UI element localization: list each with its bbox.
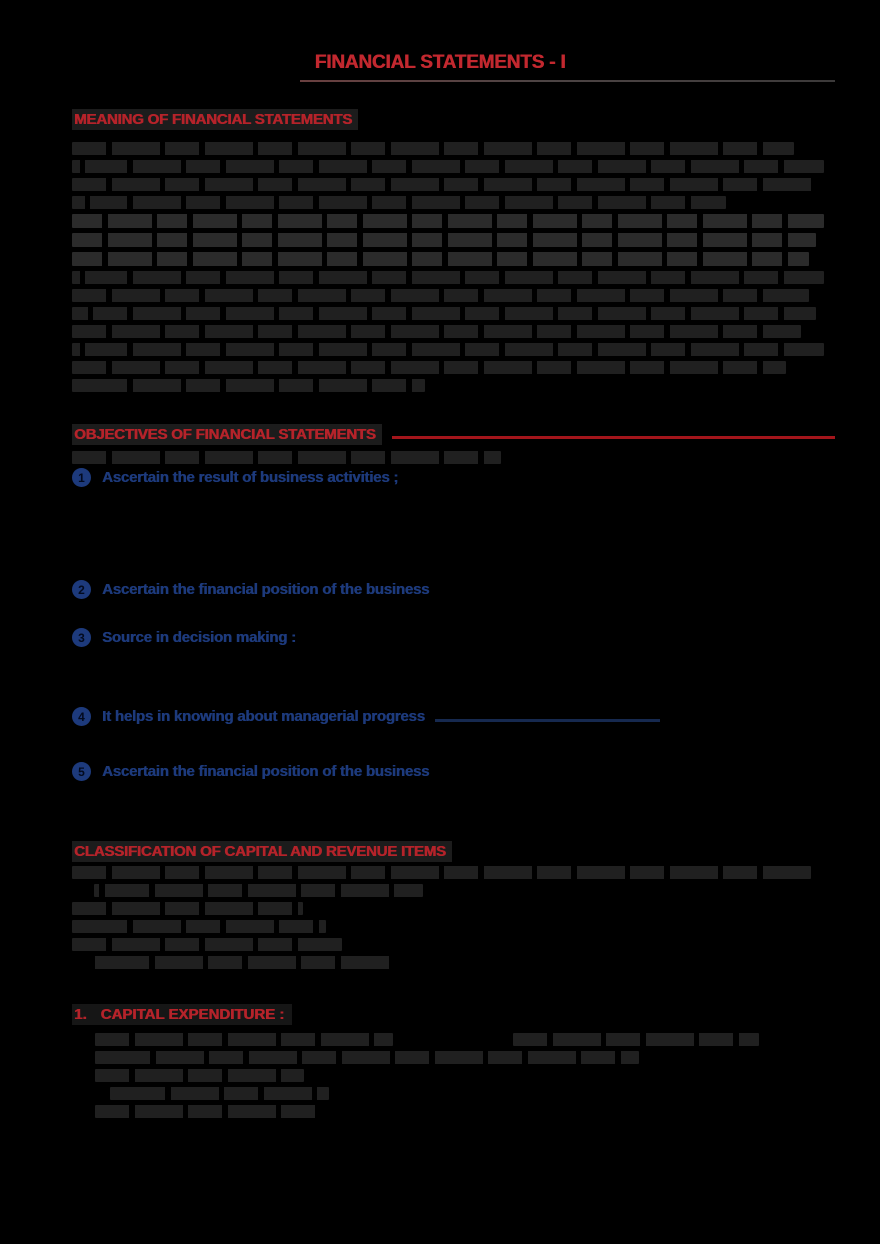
illegible-text-segment — [94, 884, 423, 897]
objective-number: 5 — [78, 764, 85, 779]
illegible-text-line — [72, 252, 824, 266]
navy-underline-rule — [435, 719, 660, 722]
illegible-text-segment — [72, 178, 816, 191]
illegible-text-line — [72, 214, 824, 228]
objective-item-3 — [72, 628, 835, 647]
circled-number-icon — [72, 628, 91, 647]
illegible-text-line — [72, 343, 824, 356]
objective-item-4 — [72, 707, 835, 726]
illegible-text-segment — [72, 379, 425, 392]
section-heading-classification: CLASSIFICATION OF CAPITAL AND REVENUE ITEMS — [72, 841, 452, 862]
objective-text: Ascertain the result of business activities ; — [102, 469, 399, 486]
illegible-text-segment — [72, 451, 501, 464]
illegible-text-line — [72, 866, 842, 879]
illegible-text-segment — [94, 956, 393, 969]
illegible-text-line — [72, 307, 824, 320]
objective-number: 2 — [78, 582, 85, 597]
objective-item-5 — [72, 762, 835, 781]
illegible-text-segment — [513, 1033, 759, 1046]
section-heading-meaning: MEANING OF FINANCIAL STATEMENTS — [72, 109, 358, 130]
illegible-text-segment — [72, 214, 824, 228]
circled-number-icon — [72, 580, 91, 599]
illegible-paragraph-meaning — [72, 142, 824, 397]
objective-text: It helps in knowing about managerial progress — [102, 708, 425, 725]
title-block — [0, 52, 880, 74]
title-underline — [300, 80, 835, 82]
illegible-text-line — [72, 142, 824, 155]
illegible-text-line — [94, 956, 842, 969]
objective-text: Source in decision making : — [102, 629, 296, 646]
illegible-text-segment — [95, 1033, 393, 1046]
illegible-text-segment — [95, 1051, 639, 1064]
illegible-text-line — [72, 379, 824, 392]
illegible-text-line — [72, 196, 824, 209]
objective-number: 4 — [78, 709, 85, 724]
capital-expenditure-label: CAPITAL EXPENDITURE : — [100, 1006, 285, 1023]
capital-expenditure-number: 1. — [74, 1006, 87, 1023]
red-rule — [392, 436, 835, 439]
illegible-text-segment — [95, 1105, 319, 1118]
illegible-paragraph-objectives-intro — [72, 451, 824, 469]
page-title: FINANCIAL STATEMENTS - I — [314, 52, 566, 73]
illegible-text-line — [110, 1087, 840, 1100]
illegible-text-segment — [72, 196, 726, 209]
illegible-text-segment — [110, 1087, 329, 1100]
illegible-text-line — [94, 884, 842, 897]
illegible-text-segment — [72, 233, 816, 247]
illegible-text-line — [72, 361, 824, 374]
illegible-text-segment — [72, 361, 786, 374]
objective-item-1 — [72, 468, 835, 487]
illegible-text-line — [72, 938, 842, 951]
illegible-text-segment — [72, 343, 824, 356]
illegible-paragraph-capital-expenditure — [95, 1033, 840, 1123]
illegible-text-segment — [72, 160, 824, 173]
illegible-text-line — [72, 920, 842, 933]
illegible-text-segment — [72, 938, 342, 951]
objective-item-2 — [72, 580, 835, 599]
capital-expenditure-heading — [72, 1004, 292, 1025]
illegible-text-segment — [72, 902, 303, 915]
section-heading-objectives-row — [72, 424, 835, 445]
section-heading-objectives: OBJECTIVES OF FINANCIAL STATEMENTS — [72, 424, 382, 445]
illegible-text-line — [72, 289, 824, 302]
illegible-text-segment — [95, 1069, 304, 1082]
illegible-text-line — [95, 1051, 840, 1064]
illegible-text-segment — [72, 289, 809, 302]
illegible-list-classification — [72, 866, 842, 974]
illegible-text-segment — [72, 252, 809, 266]
circled-number-icon — [72, 762, 91, 781]
objective-number: 1 — [78, 470, 85, 485]
illegible-text-segment — [72, 920, 326, 933]
objective-text: Ascertain the financial position of the business — [102, 581, 430, 598]
illegible-text-line — [72, 233, 824, 247]
illegible-text-line — [95, 1069, 840, 1082]
illegible-text-segment — [72, 325, 801, 338]
illegible-text-line — [72, 160, 824, 173]
illegible-text-segment — [72, 866, 811, 879]
illegible-text-segment — [72, 271, 824, 284]
objective-number: 3 — [78, 630, 85, 645]
circled-number-icon — [72, 707, 91, 726]
illegible-text-line — [72, 178, 824, 191]
illegible-text-line — [95, 1033, 840, 1046]
illegible-text-segment — [72, 307, 816, 320]
illegible-text-line — [95, 1105, 840, 1118]
illegible-text-line — [72, 325, 824, 338]
illegible-text-line — [72, 451, 824, 464]
illegible-text-segment — [72, 142, 794, 155]
circled-number-icon — [72, 468, 91, 487]
illegible-text-line — [72, 271, 824, 284]
objective-text: Ascertain the financial position of the business — [102, 763, 430, 780]
illegible-text-line — [72, 902, 842, 915]
